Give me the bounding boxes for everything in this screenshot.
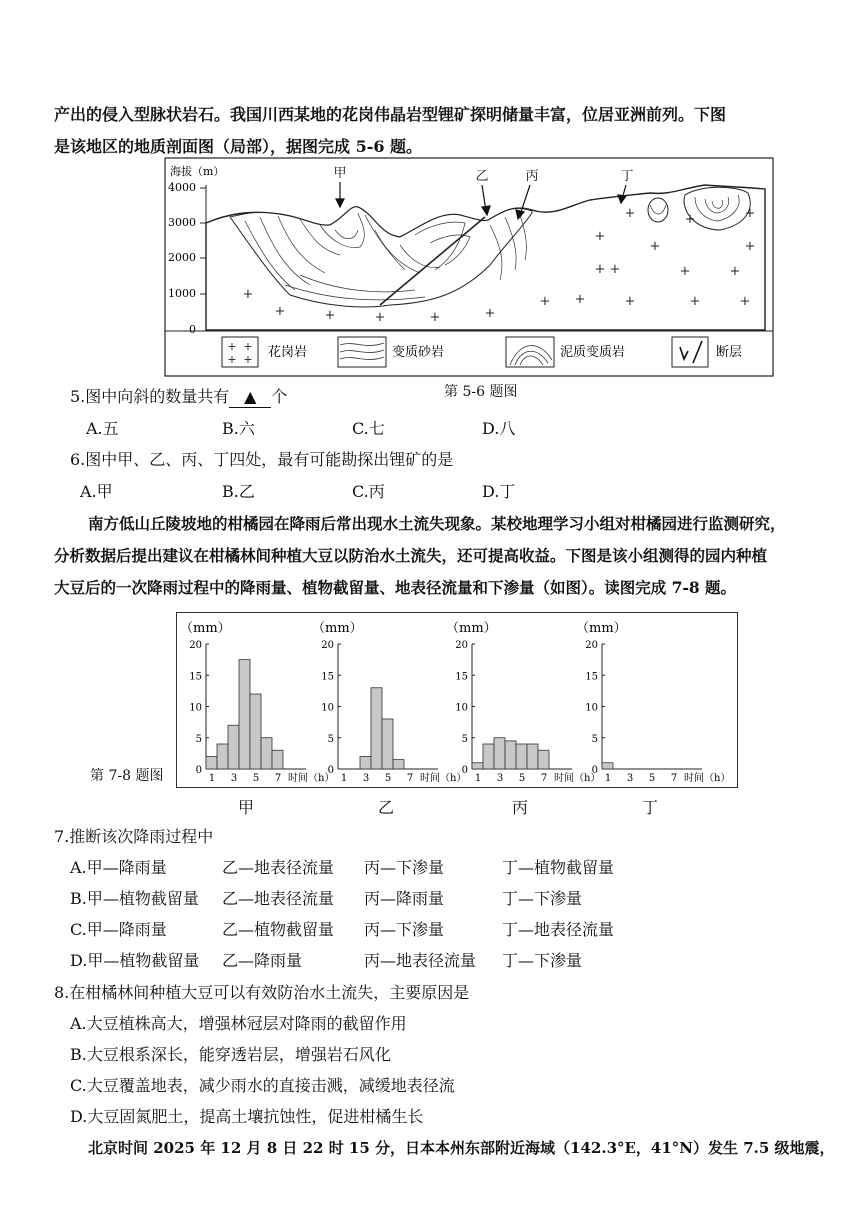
altitude-tick: 1000 (168, 287, 196, 300)
x-tick-label: 5 (518, 773, 526, 784)
x-tick-label: 5 (384, 773, 392, 784)
y-tick-label: 10 (585, 702, 598, 714)
svg-text:+: + (243, 340, 253, 353)
passage2-line-3: 大豆后的一次降雨过程中的降雨量、植物截留量、地表径流量和下渗量（如图）。读图完成 7-8 题。 (54, 578, 737, 597)
svg-text:+: + (649, 239, 661, 254)
y-tick-label: 15 (321, 671, 334, 683)
point-jia-label: 甲 (333, 166, 347, 181)
unit-label: （mm） (312, 621, 363, 636)
bar (272, 750, 283, 769)
figure1-caption: 第 5-6 题图 (444, 384, 518, 400)
y-tick-label: 15 (585, 671, 598, 683)
svg-text:+: + (744, 239, 756, 254)
q5-option-a: A.五 (86, 419, 119, 438)
geologic-profile-figure (160, 155, 780, 380)
q7-option-d-ding: 丁—下渗量 (502, 951, 583, 970)
y-tick-label: 5 (327, 733, 334, 745)
y-tick-label: 0 (327, 765, 334, 776)
y-tick-label: 10 (189, 702, 202, 714)
bar (602, 763, 613, 769)
q7-option-a-ding: 丁—植物截留量 (502, 858, 615, 877)
svg-text:+: + (324, 308, 336, 323)
svg-text:+: + (739, 294, 751, 309)
y-tick-label: 20 (321, 640, 334, 651)
x-tick-label: 7 (670, 773, 678, 784)
x-axis-label: 时间（h） (288, 773, 335, 784)
altitude-tick: 0 (189, 323, 196, 336)
legend-pelitic-swatch (506, 337, 554, 367)
bar (472, 763, 483, 769)
bar (494, 738, 505, 769)
q7-option-a-yi: 乙—地表径流量 (222, 858, 335, 877)
q5-option-d: D.八 (482, 419, 516, 438)
q5-option-b: B.六 (222, 419, 255, 438)
altitude-tick: 3000 (168, 216, 196, 229)
altitude-tick: 4000 (168, 181, 196, 194)
y-tick-label: 5 (591, 733, 598, 745)
y-tick-label: 10 (321, 702, 334, 714)
y-tick-label: 20 (189, 640, 202, 651)
altitude-axis-label: 海拔（m） (170, 165, 225, 178)
x-tick-label: 3 (626, 773, 634, 784)
y-tick-label: 5 (461, 733, 468, 745)
svg-text:+: + (243, 353, 253, 366)
y-tick-label: 0 (591, 765, 598, 776)
q5-stem (70, 387, 287, 408)
svg-text:+: + (594, 229, 606, 244)
svg-text:+: + (227, 340, 237, 353)
bar (239, 660, 250, 769)
intro-line-2: 是该地区的地质剖面图（局部），据图完成 5-6 题。 (54, 137, 423, 156)
q5-blank: ▲ (229, 387, 271, 408)
x-axis-label: 时间（h） (554, 773, 601, 784)
x-tick-label: 1 (208, 773, 216, 784)
legend-granite-label: 花岗岩 (268, 345, 308, 360)
q7-option-c-bing: 丙—下渗量 (364, 920, 445, 939)
svg-text:+: + (227, 353, 237, 366)
x-tick-label: 1 (604, 773, 612, 784)
panel-name-yi: 乙 (378, 798, 395, 817)
q7-option-b-jia: B.甲—植物截留量 (70, 889, 199, 908)
y-tick-label: 20 (585, 640, 598, 651)
q8-option-b: B.大豆根系深长，能穿透岩层，增强岩石风化 (70, 1045, 391, 1064)
q7-option-d-jia: D.甲—植物截留量 (70, 951, 200, 970)
unit-label: （mm） (180, 621, 231, 636)
intro-line-1: 产出的侵入型脉状岩石。我国川西某地的花岗伟晶岩型锂矿探明储量丰富，位居亚洲前列。下图 (54, 105, 727, 124)
legend-fault-label: 断层 (716, 345, 743, 360)
q6-option-d: D.丁 (482, 482, 516, 501)
y-tick-label: 10 (455, 702, 468, 714)
bar (261, 738, 272, 769)
q7-option-c-jia: C.甲—降雨量 (70, 920, 167, 939)
q7-option-c-ding: 丁—地表径流量 (502, 920, 615, 939)
q6-stem: 6.图中甲、乙、丙、丁四处，最有可能勘探出锂矿的是 (70, 450, 454, 469)
bar (483, 744, 494, 769)
q5-stem-text: 5.图中向斜的数量共有 (70, 387, 230, 406)
point-yi-label: 乙 (475, 169, 489, 184)
passage2-line-1: 南方低山丘陵坡地的柑橘园在降雨后常出现水土流失现象。某校地理学习小组对柑橘园进行监测研究， (88, 514, 786, 533)
bar (516, 744, 527, 769)
q5-option-c: C.七 (352, 419, 385, 438)
q5-stem-suffix: 个 (271, 387, 288, 406)
y-tick-label: 5 (195, 733, 202, 745)
q8-option-a: A.大豆植株高大，增强林冠层对降雨的截留作用 (70, 1014, 407, 1033)
point-ding-label: 丁 (620, 169, 634, 184)
y-tick-label: 15 (189, 671, 202, 683)
x-tick-label: 7 (540, 773, 548, 784)
bar (393, 760, 404, 769)
bar (360, 757, 371, 770)
svg-text:+: + (574, 292, 586, 307)
x-tick-label: 5 (252, 773, 260, 784)
svg-text:+: + (609, 262, 621, 277)
svg-text:+: + (594, 262, 606, 277)
svg-text:+: + (684, 212, 696, 227)
q7-option-a-bing: 丙—下渗量 (364, 858, 445, 877)
q6-option-b: B.乙 (222, 482, 255, 501)
q8-option-d: D.大豆固氮肥土，提高土壤抗蚀性，促进柑橘生长 (70, 1107, 424, 1126)
q8-option-c: C.大豆覆盖地表，减少雨水的直接击溅，减缓地表径流 (70, 1076, 455, 1095)
y-tick-label: 20 (455, 640, 468, 651)
x-tick-label: 5 (648, 773, 656, 784)
bar (538, 750, 549, 769)
svg-text:+: + (624, 294, 636, 309)
y-tick-label: 15 (455, 671, 468, 683)
svg-text:+: + (679, 264, 691, 279)
panel-name-jia: 甲 (238, 798, 255, 817)
svg-text:+: + (624, 206, 636, 221)
x-tick-label: 7 (406, 773, 414, 784)
q6-option-c: C.丙 (352, 482, 385, 501)
bar (228, 725, 239, 769)
q7-option-b-bing: 丙—降雨量 (364, 889, 445, 908)
bar (217, 744, 228, 769)
svg-text:+: + (242, 287, 254, 302)
svg-text:+: + (729, 264, 741, 279)
bar (206, 757, 217, 770)
passage2-line-2: 分析数据后提出建议在柑橘林间种植大豆以防治水土流失，还可提高收益。下图是该小组测得的园内种植 (54, 546, 768, 565)
q7-option-b-ding: 丁—下渗量 (502, 889, 583, 908)
svg-text:+: + (429, 310, 441, 325)
runoff-bar-charts (176, 612, 738, 788)
svg-text:+: + (744, 206, 756, 221)
unit-label: （mm） (576, 621, 627, 636)
q6-option-a: A.甲 (80, 482, 113, 501)
point-bing-label: 丙 (525, 169, 539, 184)
x-tick-label: 7 (274, 773, 282, 784)
altitude-tick: 2000 (168, 251, 196, 264)
x-axis-label: 时间（h） (684, 773, 731, 784)
bar (527, 744, 538, 769)
svg-text:+: + (689, 294, 701, 309)
y-tick-label: 0 (195, 765, 202, 776)
q7-option-c-yi: 乙—植物截留量 (222, 920, 335, 939)
bar (505, 741, 516, 769)
x-tick-label: 3 (362, 773, 370, 784)
y-tick-label: 0 (461, 765, 468, 776)
unit-label: （mm） (446, 621, 497, 636)
svg-text:+: + (374, 310, 386, 325)
q8-stem: 8.在柑橘林间种植大豆可以有效防治水土流失，主要原因是 (54, 983, 470, 1002)
q7-option-d-yi: 乙—降雨量 (222, 951, 303, 970)
x-tick-label: 3 (496, 773, 504, 784)
x-tick-label: 1 (474, 773, 482, 784)
bar (382, 719, 393, 769)
passage3-line-1: 北京时间 2025 年 12 月 8 日 22 时 15 分，日本本州东部附近海域（142.3°E，41°N）发生 7.5 级地震， (88, 1139, 835, 1157)
panel-name-ding: 丁 (642, 798, 659, 817)
legend-sandstone-label: 变质砂岩 (392, 345, 445, 360)
figure2-caption: 第 7-8 题图 (90, 768, 164, 784)
bar (250, 694, 261, 769)
q7-option-d-bing: 丙—地表径流量 (364, 951, 477, 970)
q7-option-b-yi: 乙—地表径流量 (222, 889, 335, 908)
x-tick-label: 3 (230, 773, 238, 784)
svg-text:+: + (274, 304, 286, 319)
panel-name-bing: 丙 (512, 798, 529, 817)
bar (371, 688, 382, 769)
x-tick-label: 1 (340, 773, 348, 784)
q7-stem: 7.推断该次降雨过程中 (54, 827, 214, 846)
x-axis-label: 时间（h） (420, 773, 467, 784)
legend-pelitic-label: 泥质变质岩 (560, 345, 626, 360)
svg-text:+: + (539, 294, 551, 309)
svg-text:+: + (484, 306, 496, 321)
q7-option-a-jia: A.甲—降雨量 (70, 858, 167, 877)
